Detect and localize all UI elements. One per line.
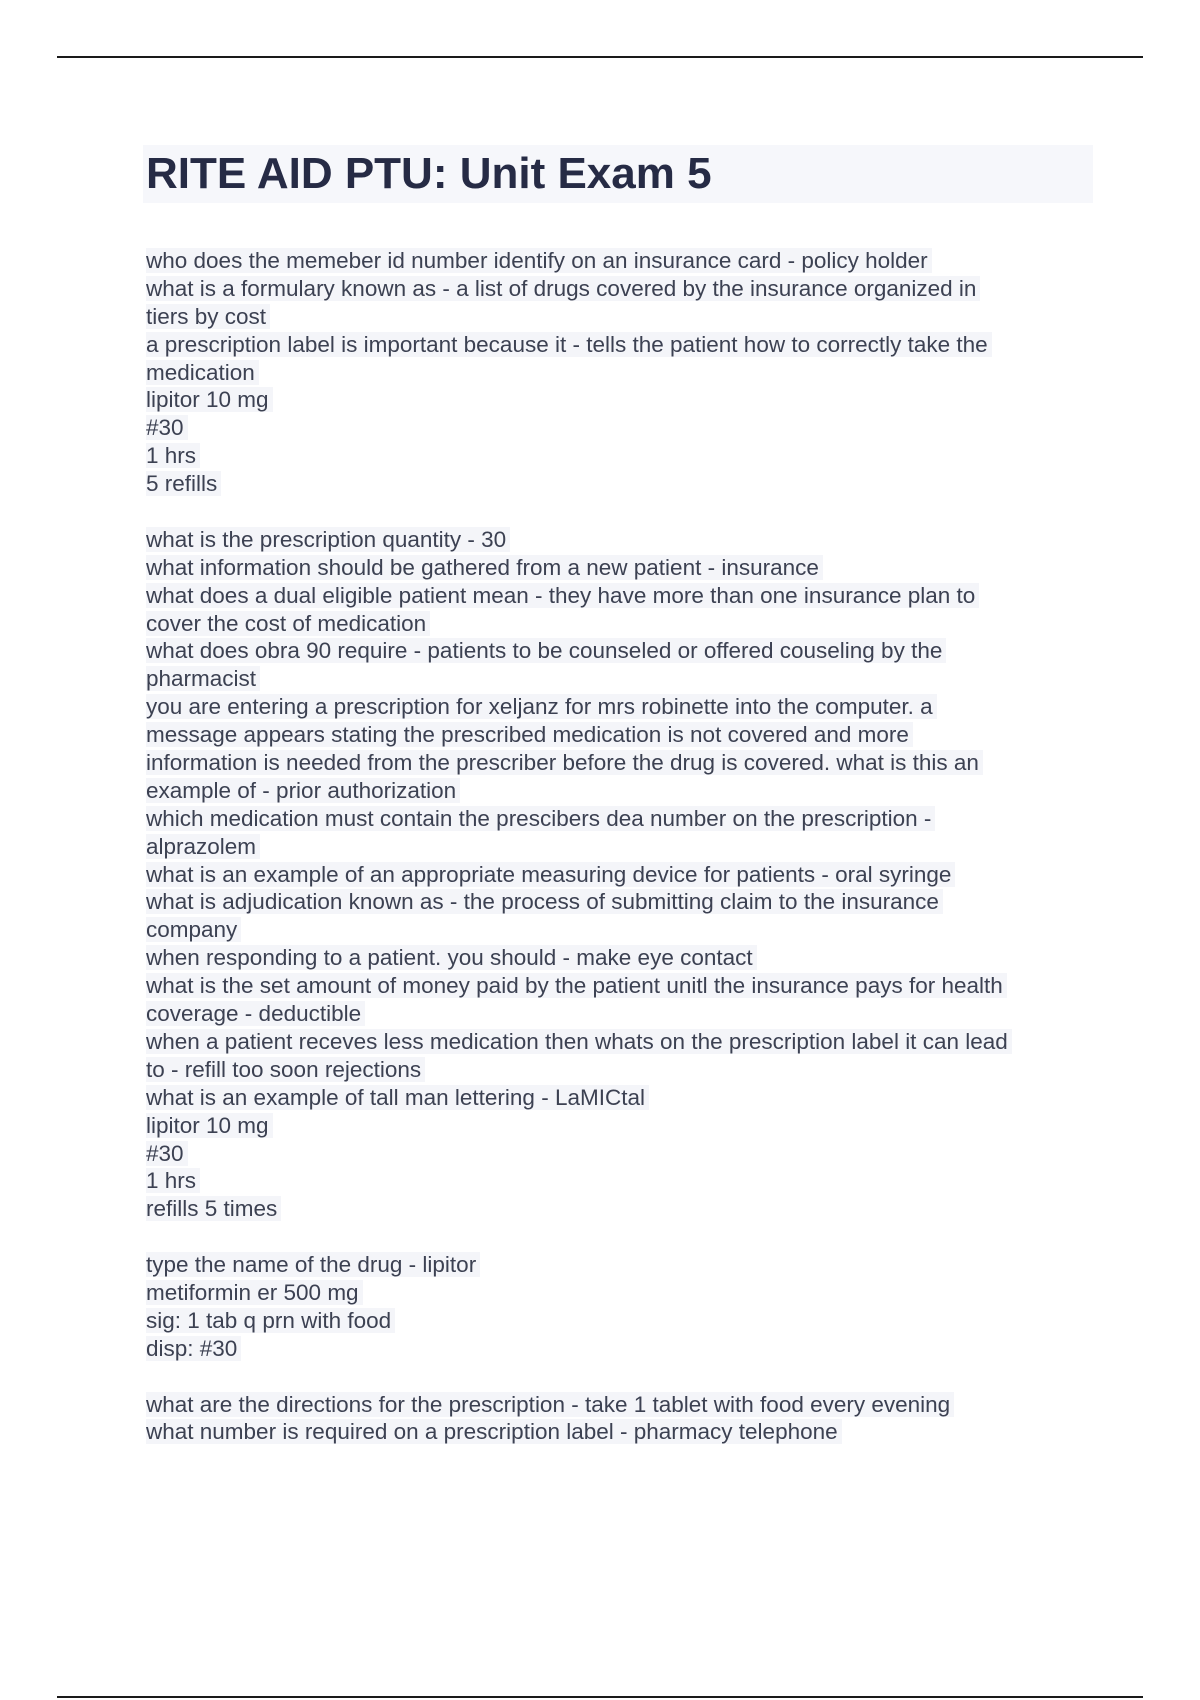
text-line (146, 721, 1096, 749)
text-line (146, 1028, 1096, 1056)
text-line-content: refills 5 times (146, 1196, 281, 1221)
text-line-content: which medication must contain the prescibers dea number on the prescription - (146, 806, 935, 831)
text-line-content: 5 refills (146, 471, 221, 496)
text-line (146, 470, 1096, 498)
text-line (146, 888, 1096, 916)
text-line-content: what is an example of an appropriate measuring device for patients - oral syringe (146, 862, 955, 887)
text-line-content: when a patient receves less medication then whats on the prescription label it can lead (146, 1029, 1012, 1054)
text-line (146, 275, 1096, 303)
text-line-content: medication (146, 360, 259, 385)
text-line (146, 693, 1096, 721)
text-line (146, 1000, 1096, 1028)
text-line-content: company (146, 917, 241, 942)
text-line (146, 414, 1096, 442)
text-line (146, 610, 1096, 638)
text-line (146, 1112, 1096, 1140)
text-line (146, 1307, 1096, 1335)
text-line (146, 637, 1096, 665)
text-line-content: what are the directions for the prescription - take 1 tablet with food every evening (146, 1392, 954, 1417)
text-line-content: 1 hrs (146, 443, 200, 468)
text-line (146, 1335, 1096, 1363)
text-line (146, 1084, 1096, 1112)
blank-line (146, 1363, 1096, 1391)
text-line (146, 247, 1096, 275)
text-line-content: a prescription label is important because it - tells the patient how to correctly take the (146, 332, 992, 357)
text-line-content: #30 (146, 415, 188, 440)
text-line-content: you are entering a prescription for xeljanz for mrs robinette into the computer. a (146, 694, 937, 719)
text-line (146, 916, 1096, 944)
text-line-content: lipitor 10 mg (146, 1113, 273, 1138)
text-line-content: what is the prescription quantity - 30 (146, 527, 510, 552)
top-rule (57, 56, 1143, 58)
text-line-content: what is a formulary known as - a list of drugs covered by the insurance organized in (146, 276, 980, 301)
text-line (146, 386, 1096, 414)
text-line-content: #30 (146, 1141, 188, 1166)
text-line (146, 331, 1096, 359)
blank-line (146, 498, 1096, 526)
text-line-content: what does obra 90 require - patients to be counseled or offered couseling by the (146, 638, 946, 663)
page-title: RITE AID PTU: Unit Exam 5 (146, 149, 712, 198)
text-line-content: what number is required on a prescription label - pharmacy telephone (146, 1419, 842, 1444)
text-line (146, 582, 1096, 610)
text-line-content: what is an example of tall man lettering - LaMICtal (146, 1085, 649, 1110)
text-line (146, 1418, 1096, 1446)
text-line (146, 1056, 1096, 1084)
text-line (146, 1279, 1096, 1307)
text-line (146, 805, 1096, 833)
text-line (146, 749, 1096, 777)
text-line (146, 1251, 1096, 1279)
text-line-content: tiers by cost (146, 304, 270, 329)
text-line (146, 359, 1096, 387)
text-line (146, 972, 1096, 1000)
text-line (146, 526, 1096, 554)
bottom-rule (57, 1696, 1143, 1698)
text-line (146, 303, 1096, 331)
text-line-content: what information should be gathered from a new patient - insurance (146, 555, 823, 580)
text-line (146, 1140, 1096, 1168)
text-line-content: what is adjudication known as - the process of submitting claim to the insurance (146, 889, 943, 914)
text-line-content: cover the cost of medication (146, 611, 430, 636)
text-line-content: sig: 1 tab q prn with food (146, 1308, 395, 1333)
blank-line (146, 1223, 1096, 1251)
text-line (146, 1391, 1096, 1419)
text-line (146, 1167, 1096, 1195)
text-line-content: coverage - deductible (146, 1001, 365, 1026)
text-line-content: metiformin er 500 mg (146, 1280, 363, 1305)
text-line-content: alprazolem (146, 834, 260, 859)
text-line (146, 554, 1096, 582)
title-block (143, 145, 1093, 203)
text-line (146, 777, 1096, 805)
text-line-content: what is the set amount of money paid by the patient unitl the insurance pays for health (146, 973, 1007, 998)
text-line-content: to - refill too soon rejections (146, 1057, 425, 1082)
text-line-content: pharmacist (146, 666, 260, 691)
text-line-content: type the name of the drug - lipitor (146, 1252, 480, 1277)
text-line-content: when responding to a patient. you should - make eye contact (146, 945, 757, 970)
text-line (146, 833, 1096, 861)
text-line (146, 1195, 1096, 1223)
text-line-content: 1 hrs (146, 1168, 200, 1193)
text-line (146, 442, 1096, 470)
text-line (146, 861, 1096, 889)
text-line (146, 665, 1096, 693)
text-line-content: disp: #30 (146, 1336, 241, 1361)
text-line (146, 944, 1096, 972)
question-list (146, 247, 1096, 1446)
text-line-content: lipitor 10 mg (146, 387, 273, 412)
text-line-content: message appears stating the prescribed medication is not covered and more (146, 722, 913, 747)
text-line-content: who does the memeber id number identify on an insurance card - policy holder (146, 248, 932, 273)
text-line-content: what does a dual eligible patient mean - they have more than one insurance plan to (146, 583, 979, 608)
text-line-content: example of - prior authorization (146, 778, 460, 803)
text-line-content: information is needed from the prescriber before the drug is covered. what is this an (146, 750, 983, 775)
